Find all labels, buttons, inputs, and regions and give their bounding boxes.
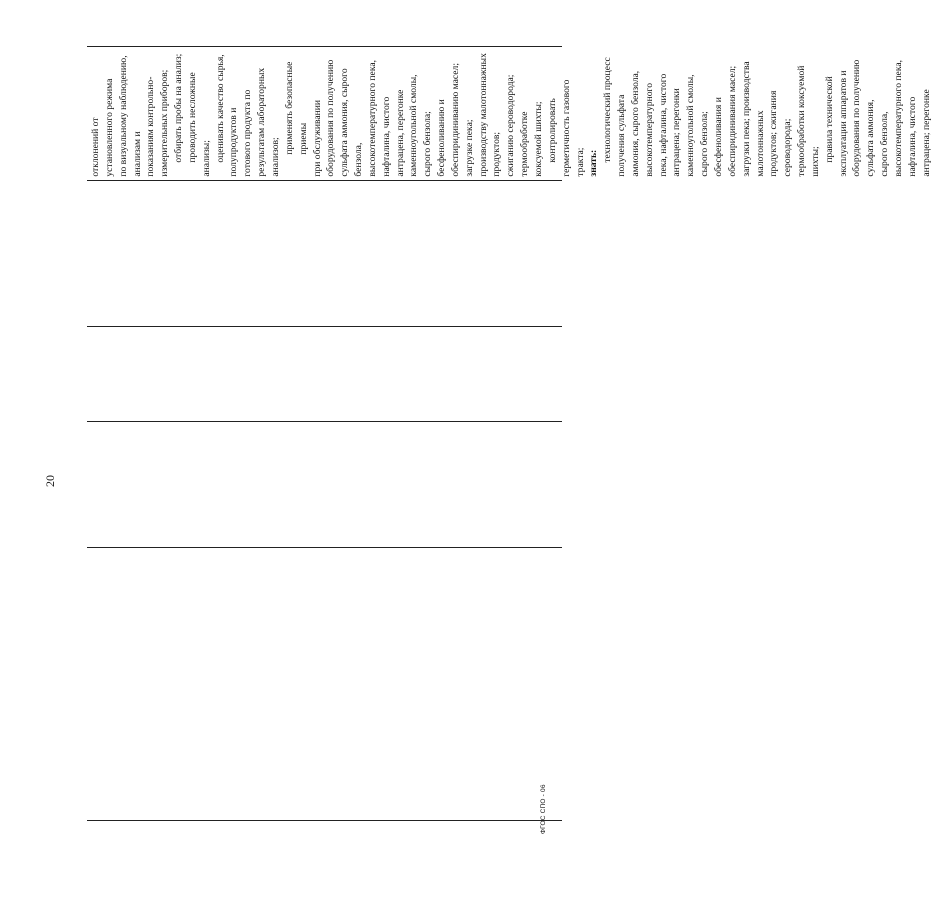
text-line: высокотемпературного пека, нафталина, чистого [366,60,392,177]
text-line: анализов; [269,137,281,177]
text-line: отклонений от установленного режима [90,78,115,177]
text-line: аммония, сырого бензола, высокотемпературного [629,70,655,177]
text-line: обеспиридиниванию масел; загрузке пека; [449,63,475,177]
text-line: отбирать пробы на анализ; [173,53,185,163]
text-line: сульфата аммония, сырого бензола, [339,68,365,177]
text-line: производству малотоннажных продуктов; [477,53,503,177]
table-cell-text [87,47,932,180]
table-cell-empty [87,421,562,547]
cell-text-block [87,47,933,180]
text-line: сырого бензола; бесфеноливанию и [422,99,448,177]
text-line: показаниям контрольно-измерительных приборов; [145,69,171,177]
text-line: пека, нафталина, чистого антрацена; перегонки [657,73,683,177]
text-line: проводить несложные анализы; [186,72,212,177]
text-line: технологический процесс получения сульфата [602,57,628,177]
text-line: антрацена, перегонке каменноугольной смолы, [394,74,420,177]
table-cell-empty [87,547,562,820]
page-number: 20 [43,475,57,487]
rotated-table [87,46,932,821]
text-line: правила технической эксплуатации аппаратов и [823,70,849,177]
text-line: оценивать качество сырья, полупродуктов и [214,54,240,177]
text-line: коксуемой шихты; [533,101,544,177]
table-cell-empty [87,326,562,421]
text-line: загрузки пека; производства малотоннажных [740,61,766,177]
text-line: при обслуживании оборудования по получению [311,59,337,177]
text-line-heading: знать: [588,149,600,177]
table-cell-empty [87,180,562,327]
text-line: применять безопасные приемы [283,61,309,155]
text-line: оборудования по получению сульфата аммония, [851,59,877,177]
text-line: нафталина, чистого антрацена; перегонке [906,89,932,177]
text-line: сжиганию сероводорода; термообработке [505,74,531,177]
footer-code: ФГОС СПО - 06 [540,784,547,834]
text-line: готового продукта по результатам лабораторных [242,67,268,177]
text-line: обесфеноливания и обеспиридинивания масел; [712,65,738,177]
text-line: продуктов; сжигания сероводорода; [768,90,794,177]
text-line: каменноугольной смолы, сырого бензола; [685,74,711,177]
text-line: контролировать герметичность газового тракта; [546,79,586,177]
text-line: сырого бензола, высокотемпературного пека, [879,60,904,177]
text-line: термообработки коксуемой шихты; [796,65,821,177]
text-line: по визуальному наблюдению, анализам и [117,55,143,177]
